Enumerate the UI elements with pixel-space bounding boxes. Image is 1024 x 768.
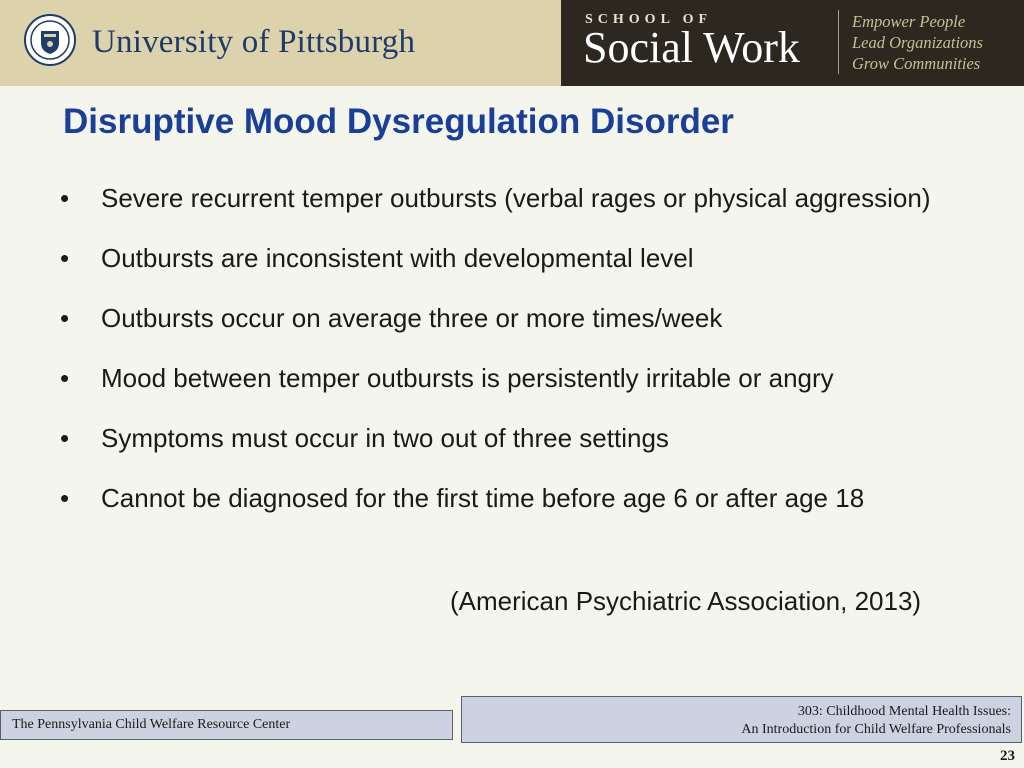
footer-course-line2: An Introduction for Child Welfare Professionals <box>741 722 1011 737</box>
bullet-item <box>60 353 960 403</box>
pitt-banner <box>0 0 561 86</box>
bullet-item <box>60 413 960 463</box>
slide-title: Disruptive Mood Dysregulation Disorder <box>63 102 734 141</box>
bullet-text: Severe recurrent temper outbursts (verbal rages or physical aggression) <box>101 183 931 213</box>
bullet-text: Outbursts occur on average three or more times/week <box>101 303 723 333</box>
university-seal-icon <box>24 14 76 66</box>
bullet-icon: • <box>60 183 70 213</box>
bullet-icon: • <box>60 303 70 333</box>
slide-header <box>0 0 1024 86</box>
bullet-item <box>60 473 960 523</box>
bullet-icon: • <box>60 243 70 273</box>
bullet-text: Outbursts are inconsistent with developmental level <box>101 243 694 273</box>
footer-organization: The Pennsylvania Child Welfare Resource Center <box>12 717 291 732</box>
bullet-text: Symptoms must occur in two out of three settings <box>101 423 669 453</box>
bullet-item <box>60 233 960 283</box>
bullet-item <box>60 173 960 223</box>
bullet-icon: • <box>60 363 70 393</box>
tagline: Lead Organizations <box>852 33 983 52</box>
footer-course-box <box>461 696 1022 743</box>
bullet-text: Mood between temper outbursts is persistently irritable or angry <box>101 363 834 393</box>
footer-course-line1: 303: Childhood Mental Health Issues: <box>797 704 1011 719</box>
page-number: 23 <box>1000 748 1015 764</box>
social-work-label: Social Work <box>583 23 800 72</box>
footer-organization-box <box>0 710 453 740</box>
header-divider <box>838 10 839 74</box>
university-name: University of Pittsburgh <box>92 24 416 60</box>
footer-course-title <box>741 703 1011 739</box>
tagline: Empower People <box>852 12 966 31</box>
bullet-icon: • <box>60 423 70 453</box>
bullet-item <box>60 293 960 343</box>
citation: (American Psychiatric Association, 2013) <box>450 586 922 616</box>
bullet-text: Cannot be diagnosed for the first time before age 6 or after age 18 <box>101 483 865 513</box>
school-of-label: SCHOOL OF <box>585 12 713 27</box>
tagline: Grow Communities <box>852 54 981 73</box>
bullet-list <box>60 173 960 533</box>
bullet-icon: • <box>60 483 70 513</box>
taglines <box>852 11 983 74</box>
